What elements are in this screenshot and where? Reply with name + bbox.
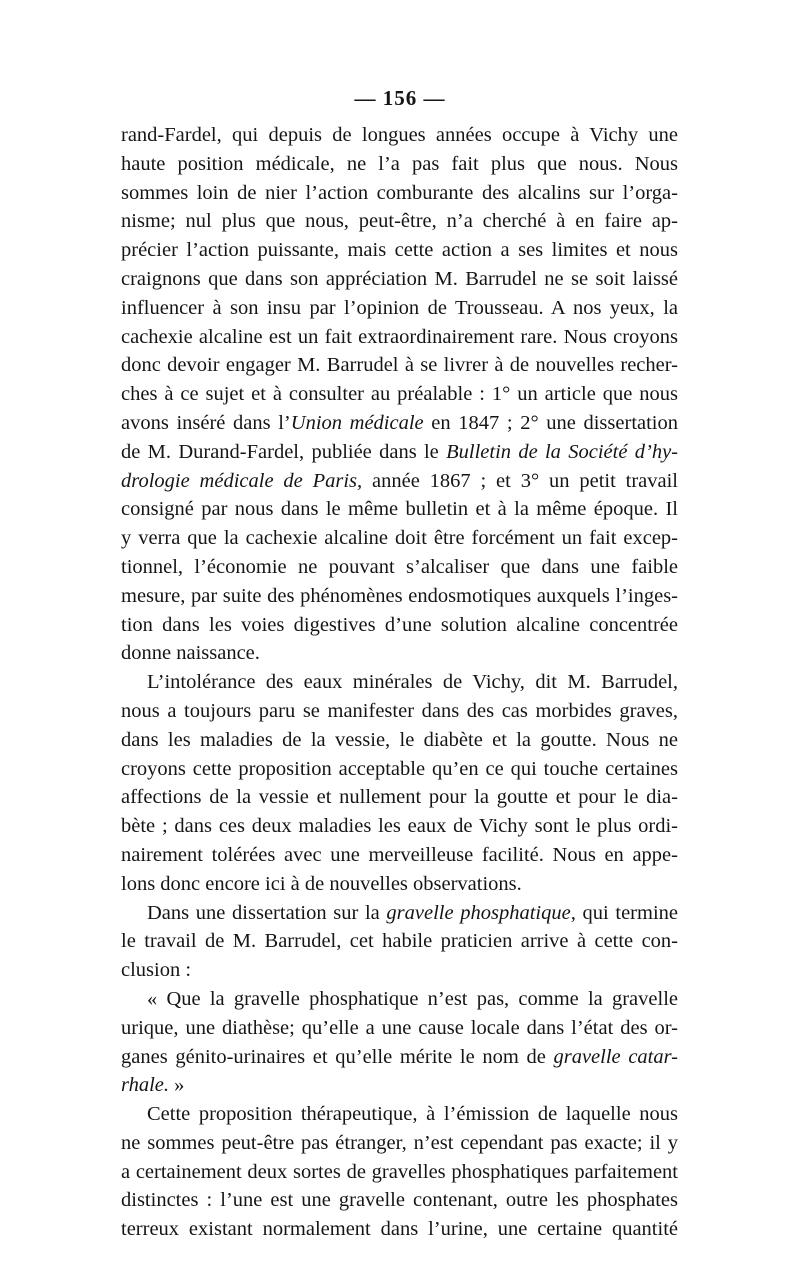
italic-text: gravelle phosphatique, xyxy=(386,901,576,924)
text-segment: ganes génito-urinaires et qu’elle mérite le nom de xyxy=(121,1045,554,1068)
text-line xyxy=(121,1100,678,1129)
text-segment: qui termine xyxy=(575,901,678,924)
italic-text: Union médicale xyxy=(290,411,424,434)
text-line xyxy=(121,150,678,179)
text-segment: en 1847 ; 2° une dissertation xyxy=(423,411,679,434)
text-segment: ches à ce sujet et à consulter au préalable : 1° un article que nous xyxy=(121,383,678,406)
text-line xyxy=(121,582,678,611)
text-line xyxy=(121,380,678,409)
text-line xyxy=(121,179,678,208)
text-segment: consigné par nous dans le même bulletin et à la même époque. Il xyxy=(121,498,678,521)
text-segment: donne naissance. xyxy=(121,642,260,665)
text-segment: lons donc encore ici à de nouvelles observations. xyxy=(121,872,522,895)
text-line xyxy=(121,611,678,640)
italic-text: Bulletin de la Société d’hy- xyxy=(446,440,679,463)
text-segment: croyons cette proposition acceptable qu’en ce qui touche certaines xyxy=(121,757,678,780)
page-number: — 156 — xyxy=(354,86,446,110)
text-segment: clusion : xyxy=(121,959,192,982)
text-segment: urique, une diathèse; qu’elle a une cause locale dans l’état des or- xyxy=(121,1016,678,1039)
text-segment: précier l’action puissante, mais cette action a ses limites et nous xyxy=(121,239,678,262)
text-segment: influencer à son insu par l’opinion de Trousseau. A nos yeux, la xyxy=(121,296,678,319)
text-line xyxy=(121,899,678,928)
italic-text: gravelle catar- xyxy=(553,1045,679,1068)
text-segment: ne sommes peut-être pas étranger, n’est cependant pas exacte; il y xyxy=(121,1131,678,1154)
text-line xyxy=(121,783,678,812)
text-line xyxy=(121,726,678,755)
text-line xyxy=(121,323,678,352)
text-line xyxy=(121,1186,678,1215)
text-line xyxy=(121,956,678,985)
text-segment: « Que la gravelle phosphatique n’est pas, comme la gravelle xyxy=(147,987,678,1010)
text-segment: craignons que dans son appréciation M. Barrudel ne se soit laissé xyxy=(121,267,678,290)
text-line xyxy=(121,755,678,784)
text-line xyxy=(121,524,678,553)
text-segment: avons inséré dans l’ xyxy=(121,411,291,434)
text-segment: sommes loin de nier l’action comburante des alcalins sur l’orga- xyxy=(121,181,678,204)
text-segment: tion dans les voies digestives d’une solution alcaline concentrée xyxy=(121,613,678,636)
text-segment: cachexie alcaline est un fait extraordinairement rare. Nous croyons xyxy=(121,325,678,348)
text-segment: rand-Fardel, qui depuis de longues années occupe à Vichy une xyxy=(121,124,678,146)
text-segment: haute position médicale, ne l’a pas fait plus que nous. Nous xyxy=(121,152,678,175)
text-segment: L’intolérance des eaux minérales de Vichy, dit M. Barrudel, xyxy=(147,671,678,694)
text-line xyxy=(121,927,678,956)
text-segment: de M. Durand-Fardel, publiée dans le xyxy=(121,440,447,463)
text-line xyxy=(121,1215,678,1244)
text-line xyxy=(121,812,678,841)
text-line xyxy=(121,841,678,870)
text-line xyxy=(121,294,678,323)
text-line xyxy=(121,495,678,524)
text-line xyxy=(121,467,678,496)
text-segment: le travail de M. Barrudel, cet habile praticien arrive à cette con- xyxy=(121,930,678,953)
text-segment: mesure, par suite des phénomènes endosmotiques auxquels l’inges- xyxy=(121,584,678,607)
text-segment: donc devoir engager M. Barrudel à se livrer à de nouvelles recher- xyxy=(121,354,678,377)
text-line xyxy=(121,1129,678,1158)
text-line xyxy=(121,351,678,380)
text-segment: Dans une dissertation sur la xyxy=(147,901,387,924)
text-segment: Cette proposition thérapeutique, à l’émission de laquelle nous xyxy=(147,1103,678,1126)
text-segment: année 1867 ; et 3° un petit travail xyxy=(362,469,678,492)
italic-text: rhale. xyxy=(121,1074,170,1097)
text-line xyxy=(121,1043,678,1072)
text-line xyxy=(121,409,678,438)
text-segment: distinctes : l’une est une gravelle contenant, outre les phosphates xyxy=(121,1189,678,1212)
text-line xyxy=(121,1014,678,1043)
text-segment: tionnel, l’économie ne pouvant s’alcaliser que dans une faible xyxy=(121,555,678,578)
text-line xyxy=(121,1071,678,1100)
text-segment: a certainement deux sortes de gravelles phosphatiques parfaitement xyxy=(121,1160,678,1183)
text-segment: affections de la vessie et nullement pour la goutte et pour le dia- xyxy=(121,786,678,809)
text-line xyxy=(121,438,678,467)
text-line xyxy=(121,207,678,236)
text-line xyxy=(121,639,678,668)
text-line xyxy=(121,985,678,1014)
text-segment: nisme; nul plus que nous, peut-être, n’a cherché à en faire ap- xyxy=(121,210,678,233)
text-line xyxy=(121,668,678,697)
text-segment: dans les maladies de la vessie, le diabète et la goutte. Nous ne xyxy=(121,728,678,751)
text-segment: nous a toujours paru se manifester dans des cas morbides graves, xyxy=(121,699,678,722)
text-line xyxy=(121,121,678,150)
text-line xyxy=(121,697,678,726)
text-line xyxy=(121,265,678,294)
text-segment: » xyxy=(169,1074,185,1097)
text-segment: y verra que la cachexie alcaline doit être forcément un fait excep- xyxy=(121,527,678,550)
text-line xyxy=(121,236,678,265)
body-text xyxy=(121,121,678,1244)
text-line xyxy=(121,870,678,899)
italic-text: drologie médicale de Paris, xyxy=(121,469,363,492)
text-line xyxy=(121,553,678,582)
text-line xyxy=(121,1158,678,1187)
text-segment: nairement tolérées avec une merveilleuse facilité. Nous en appe- xyxy=(121,843,678,866)
text-segment: bète ; dans ces deux maladies les eaux de Vichy sont le plus ordi- xyxy=(121,815,678,838)
text-segment: terreux existant normalement dans l’urine, une certaine quantité xyxy=(121,1218,678,1241)
